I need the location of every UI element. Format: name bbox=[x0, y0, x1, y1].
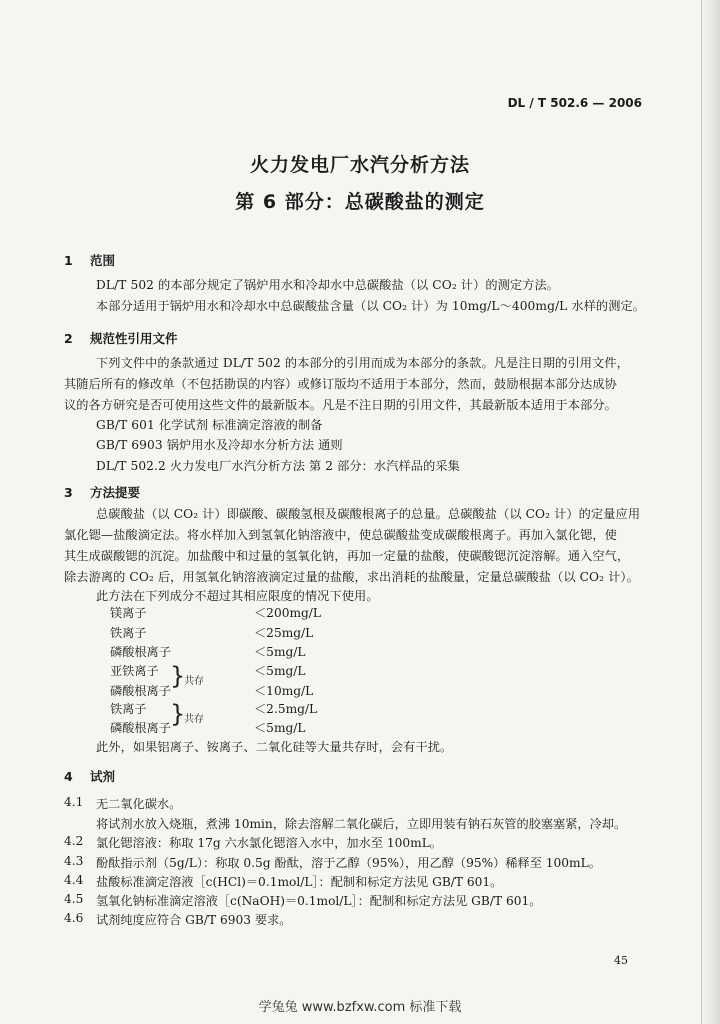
section-title: 方法提要 bbox=[90, 485, 141, 500]
reagent-text: 氯化锶溶液：称取 17g 六水氯化锶溶入水中，加水至 100mL。 bbox=[96, 836, 442, 850]
interference-note: 此外，如果铝离子、铵离子、二氧化硅等大量共存时，会有干扰。 bbox=[96, 740, 453, 754]
section-1-heading bbox=[64, 251, 115, 269]
section-2-heading bbox=[64, 329, 178, 347]
section-1-paragraph-2: 本部分适用于锅炉用水和冷却水中总碳酸盐含量（以 CO₂ 计）为 10mg/L～400mg/L 水样的测定。 bbox=[96, 299, 646, 313]
limit-name: 磷酸根离子 bbox=[110, 645, 171, 659]
section-2-paragraph-line: 议的各方研究是否可使用这些文件的最新版本。凡是不注日期的引用文件，其最新版本适用于本部分。 bbox=[64, 398, 617, 412]
reagent-number: 4.2 bbox=[64, 834, 84, 848]
coexist-brace-icon: } bbox=[170, 700, 186, 728]
section-2-paragraph-line: 其随后所有的修改单（不包括勘误的内容）或修订版均不适用于本部分，然而，鼓励根据本部分达成协 bbox=[64, 377, 617, 391]
limit-name: 磷酸根离子 bbox=[110, 684, 171, 698]
reagent-text: 无二氧化碳水。 bbox=[96, 797, 182, 811]
limit-value: ＜5mg/L bbox=[254, 721, 306, 735]
limit-name: 亚铁离子 bbox=[110, 664, 159, 678]
section-3-paragraph-line: 其生成碳酸锶的沉淀。加盐酸中和过量的氢氧化钠，再加一定量的盐酸，使碳酸锶沉淀溶解。通入空气， bbox=[64, 549, 630, 563]
section-number: 1 bbox=[64, 253, 73, 268]
section-3-paragraph-line: 总碳酸盐（以 CO₂ 计）即碳酸、碳酸氢根及碳酸根离子的总量。总碳酸盐（以 CO₂ 计）的定量应用 bbox=[96, 507, 641, 521]
reagent-number: 4.1 bbox=[64, 795, 84, 809]
section-4-heading bbox=[64, 767, 115, 785]
reagent-text: 酚酞指示剂（5g/L）：称取 0.5g 酚酞，溶于乙醇（95%），用乙醇（95%）稀释至 100mL。 bbox=[96, 856, 601, 870]
reference-item: GB/T 601 化学试剂 标准滴定溶液的制备 bbox=[96, 418, 323, 432]
reference-item: GB/T 6903 锅炉用水及冷却水分析方法 通则 bbox=[96, 438, 343, 452]
section-title: 试剂 bbox=[90, 769, 116, 784]
limit-value: ＜2.5mg/L bbox=[254, 702, 318, 716]
reagent-text: 试剂纯度应符合 GB/T 6903 要求。 bbox=[96, 913, 292, 927]
section-number: 3 bbox=[64, 485, 73, 500]
section-3-paragraph-line: 除去游离的 CO₂ 后，用氢氧化钠溶液滴定过量的盐酸，求出消耗的盐酸量，定量总碳酸盐（以 CO₂ 计）。 bbox=[64, 570, 639, 584]
limit-name: 镁离子 bbox=[110, 606, 147, 620]
section-title: 规范性引用文件 bbox=[90, 331, 178, 346]
limits-intro: 此方法在下列成分不超过其相应限度的情况下使用。 bbox=[96, 589, 379, 603]
section-title: 范围 bbox=[90, 253, 116, 268]
section-2-paragraph-line: 下列文件中的条款通过 DL/T 502 的本部分的引用而成为本部分的条款。凡是注日期的引用文件， bbox=[96, 356, 629, 370]
document-title: 火力发电厂水汽分析方法 bbox=[249, 154, 470, 176]
coexist-brace-icon: } bbox=[170, 662, 186, 690]
limit-value: ＜25mg/L bbox=[254, 626, 314, 640]
watermark-footer: 学兔兔 www.bzfxw.com 标准下载 bbox=[258, 1000, 462, 1015]
section-3-paragraph-line: 氯化锶—盐酸滴定法。将水样加入到氢氧化钠溶液中，使总碳酸盐变成碳酸根离子。再加入氯化锶，使 bbox=[64, 528, 617, 542]
reagent-number: 4.5 bbox=[64, 892, 84, 906]
limit-value: ＜200mg/L bbox=[254, 606, 322, 620]
page-number: 45 bbox=[614, 954, 628, 967]
reagent-text: 氢氧化钠标准滴定溶液［c(NaOH)＝0.1mol/L］：配制和标定方法见 GB/T 601。 bbox=[96, 894, 542, 908]
reagent-number: 4.6 bbox=[64, 911, 84, 925]
standard-code: DL / T 502.6 — 2006 bbox=[507, 96, 642, 110]
section-number: 2 bbox=[64, 331, 73, 346]
limit-value: ＜5mg/L bbox=[254, 664, 306, 678]
section-number: 4 bbox=[64, 769, 73, 784]
limit-value: ＜5mg/L bbox=[254, 645, 306, 659]
limit-value: ＜10mg/L bbox=[254, 684, 314, 698]
reagent-text: 盐酸标准滴定溶液［c(HCl)＝0.1mol/L］：配制和标定方法见 GB/T 601。 bbox=[96, 875, 503, 889]
coexist-label: 共存 bbox=[184, 714, 204, 725]
section-3-heading bbox=[64, 483, 140, 501]
limit-name: 铁离子 bbox=[110, 626, 147, 640]
limit-name: 铁离子 bbox=[110, 702, 147, 716]
document-subtitle: 第 6 部分：总碳酸盐的测定 bbox=[235, 191, 485, 213]
reagent-number: 4.4 bbox=[64, 873, 84, 887]
coexist-label: 共存 bbox=[184, 676, 204, 687]
reagent-text: 将试剂水放入烧瓶，煮沸 10min，除去溶解二氧化碳后，立即用装有钠石灰管的胶塞塞紧，冷却。 bbox=[96, 817, 627, 831]
reference-item: DL/T 502.2 火力发电厂水汽分析方法 第 2 部分：水汽样品的采集 bbox=[96, 459, 460, 473]
reagent-number: 4.3 bbox=[64, 854, 84, 868]
section-1-paragraph-1: DL/T 502 的本部分规定了锅炉用水和冷却水中总碳酸盐（以 CO₂ 计）的测定方法。 bbox=[96, 278, 560, 292]
limit-name: 磷酸根离子 bbox=[110, 721, 171, 735]
